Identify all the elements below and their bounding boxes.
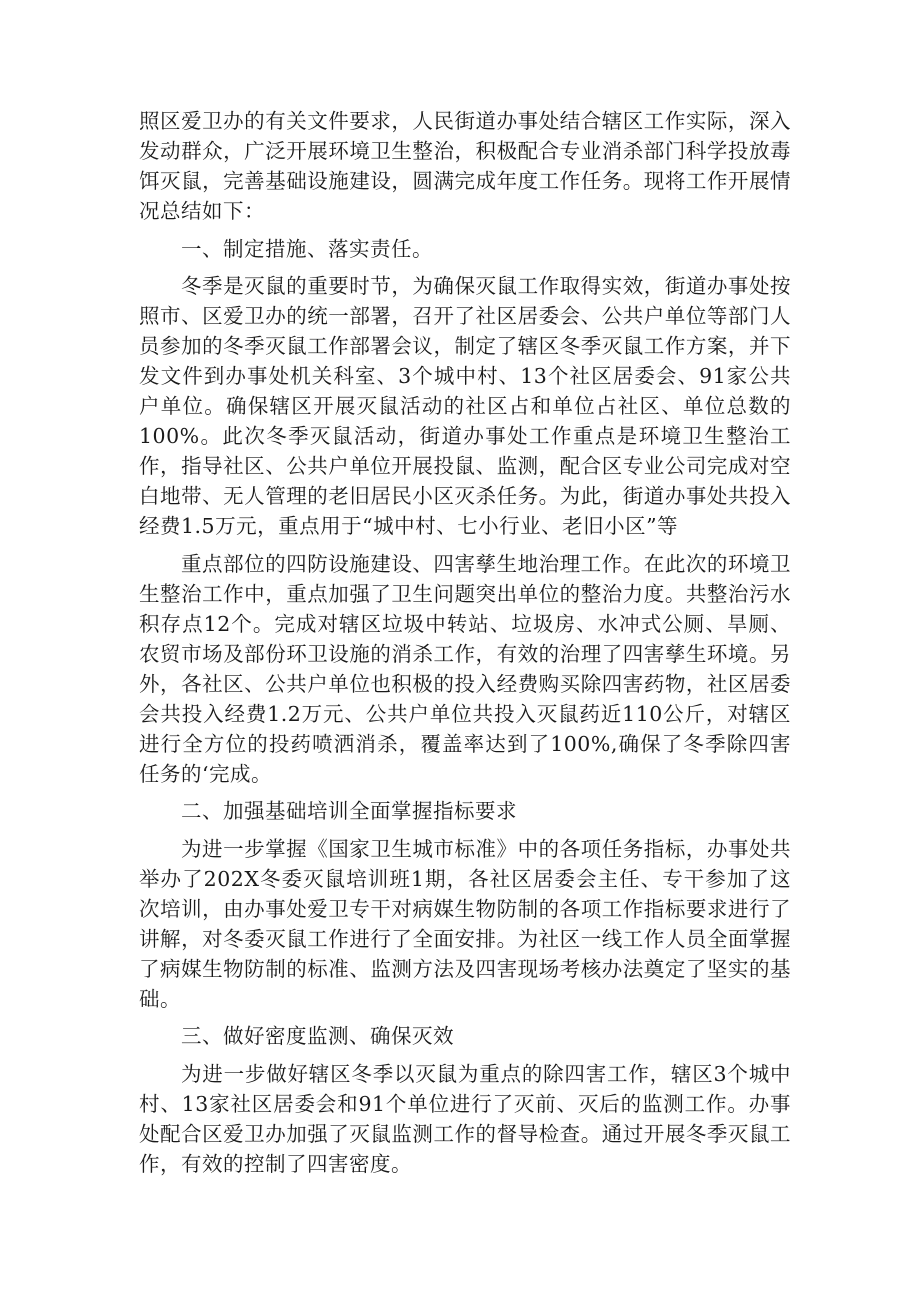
body-paragraph: 重点部位的四防设施建设、四害孳生地治理工作。在此次的环境卫生整治工作中，重点加强了卫生问题突出单位的整治力度。共整治污水积存点12个。完成对辖区垃圾中转站、垃圾房、水冲式公厕、旱厕、农贸市场及部份环卫设施的消杀工作，有效的治理了四害孳生环境。另外，各社区、公共户单位也积极的投入经费购买除四害药物，社区居委会共投入经费1.2万元、公共户单位共投入灭鼠药近110公斤，对辖区进行全方位的投药喷洒消杀，覆盖率达到了100%,确保了冬季除四害任务的‘完成。 <box>139 551 791 786</box>
document-page <box>139 106 791 1186</box>
section-heading-2: 二、加强基础培训全面掌握指标要求 <box>181 799 517 823</box>
section-heading-3: 三、做好密度监测、确保灭效 <box>181 1024 454 1048</box>
body-paragraph: 冬季是灭鼠的重要时节，为确保灭鼠工作取得实效，街道办事处按照市、区爱卫办的统一部署，召开了社区居委会、公共户单位等部门人员参加的冬季灭鼠工作部署会议，制定了辖区冬季灭鼠工作方案，并下发文件到办事处机关科室、3个城中村、13个社区居委会、91家公共户单位。确保辖区开展灭鼠活动的社区占和单位占社区、单位总数的100%。此次冬季灭鼠活动，街道办事处工作重点是环境卫生整治工作，指导社区、公共户单位开展投鼠、监测，配合区专业公司完成对空白地带、无人管理的老旧居民小区灭杀任务。为此，街道办事处共投入经费1.5万元，重点用于“城中村、七小行业、老旧小区”等 <box>139 274 791 538</box>
section-heading-1: 一、制定措施、落实责任。 <box>181 236 433 261</box>
body-paragraph: 为进一步掌握《国家卫生城市标准》中的各项任务指标，办事处共举办了202X冬委灭鼠培训班1期，各社区居委会主任、专干参加了这次培训，由办事处爱卫专干对病媒生物防制的各项工作指标要求进行了讲解，对冬委灭鼠工作进行了全面安排。为社区一线工作人员全面掌握了病媒生物防制的标准、监测方法及四害现场考核办法奠定了坚实的基础。 <box>139 836 791 1011</box>
intro-paragraph: 照区爱卫办的有关文件要求，人民街道办事处结合辖区工作实际，深入发动群众，广泛开展环境卫生整治，积极配合专业消杀部门科学投放毒饵灭鼠，完善基础设施建设，圆满完成年度工作任务。现将工作开展情况总结如下： <box>139 109 791 223</box>
body-paragraph: 为进一步做好辖区冬季以灭鼠为重点的除四害工作，辖区3个城中村、13家社区居委会和91个单位进行了灭前、灭后的监测工作。办事处配合区爱卫办加强了灭鼠监测工作的督导检查。通过开展冬季灭鼠工作，有效的控制了四害密度。 <box>139 1061 791 1176</box>
